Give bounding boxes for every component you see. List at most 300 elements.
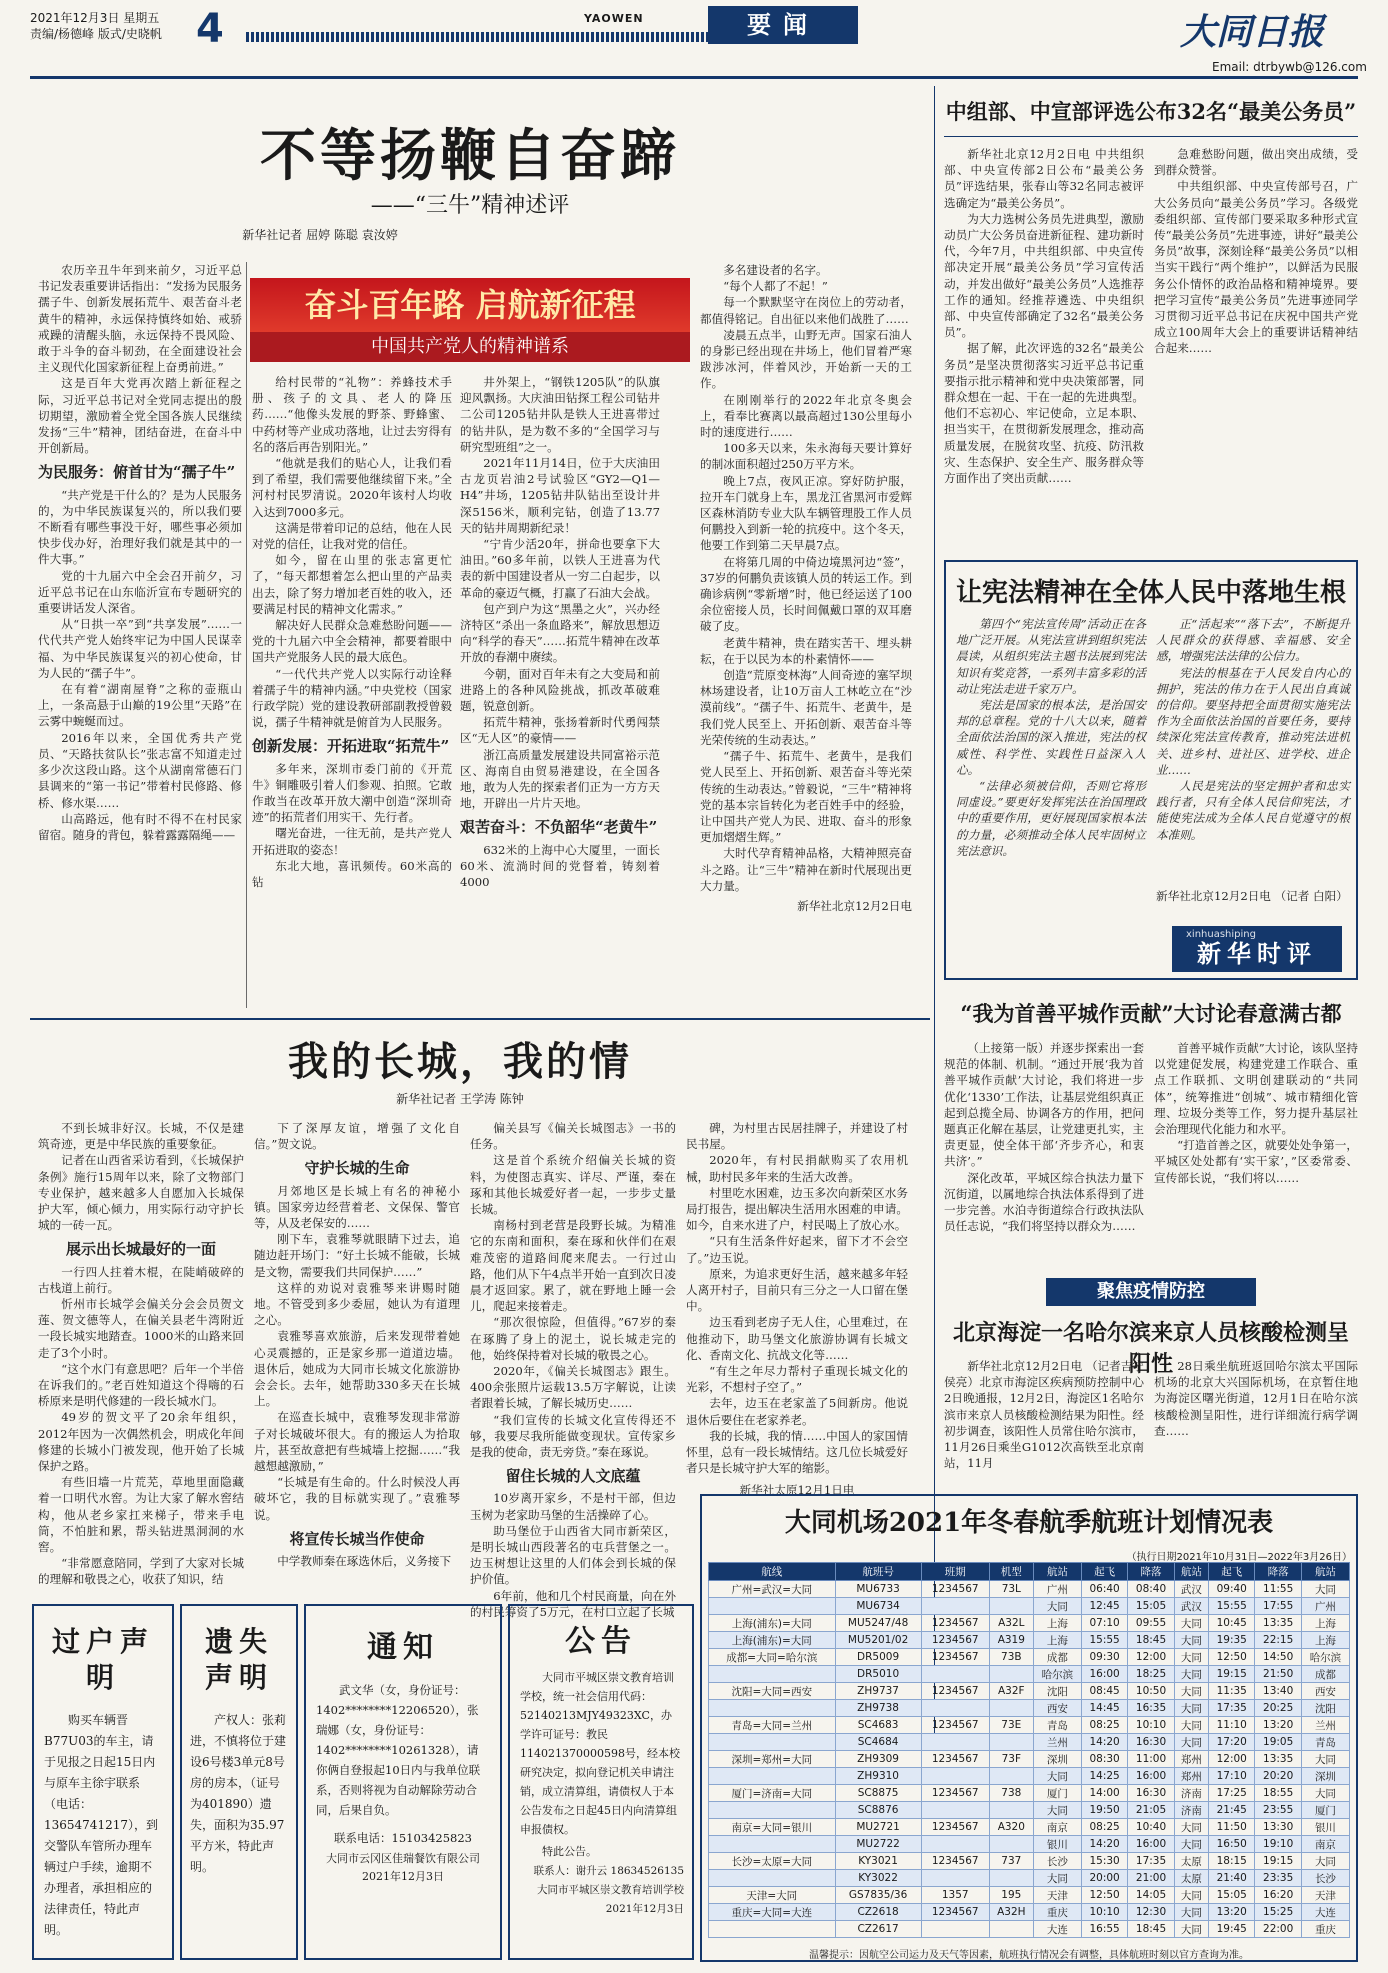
paragraph: 宪法是国家的根本法，是治国安邦的总章程。党的十八大以来，随着全面依法治国的深入推进，宪法的权威性、科学性、实践性日益深入人心。	[956, 698, 1146, 777]
table-cell: 15:30	[1081, 1853, 1127, 1870]
table-cell: 大同	[1174, 1615, 1208, 1632]
paragraph: 10岁离开家乡，不是村干部，但边玉树为老家助马堡的生活操碎了心。	[470, 1491, 676, 1522]
issue-date: 2021年12月3日 星期五	[30, 11, 160, 25]
paragraph: 村里吃水困难，边玉多次向新荣区水务局打报告，提出解决生活用水困难的申请。如今，自来水进了户，村民喝上了放心水。	[686, 1185, 908, 1233]
column-divider	[246, 262, 247, 1008]
paragraph: 在有着“湖南屋脊”之称的壶瓶山上，一条高悬于山巅的19公里“天路”在云雾中蜿蜒而过。	[38, 682, 242, 729]
paragraph: 如今，留在山里的张志富更忙了，“每天都想着怎么把山里的产品卖出去，除了努力增加老百姓的收入，还要满足村民的精神文化需求。”	[252, 553, 452, 616]
section-subhead: 守护长城的生命	[304, 1159, 410, 1178]
table-cell	[989, 1734, 1033, 1751]
flight-col-header: 起飞	[1081, 1563, 1127, 1581]
table-cell: 成都	[1301, 1666, 1349, 1683]
table-cell: 西安	[1301, 1683, 1349, 1700]
paragraph: （上接第一版）并逐步探索出一套规范的体制、机制。“通过开展‘我为首善平城作贡献’大讨论，我们将进一步优化‘1330’工作法，让基层党组织真正起到总揽全局、协调各方的作用，把问题真正化解在基层，让党建更扎实，主责更显，使全体干部‘齐步齐心，和衷共济’。”	[944, 1041, 1144, 1169]
notice-transfer	[32, 1604, 174, 1960]
table-cell: 大同	[1174, 1887, 1208, 1904]
table-cell: 长沙	[1301, 1870, 1349, 1887]
table-cell: 郑州	[1174, 1768, 1208, 1785]
notice-org: 大同市平城区崇文教育培训学校	[537, 1884, 684, 1896]
flight-period: （执行日期2021年10月31日—2022年3月26日）	[1126, 1552, 1352, 1563]
paragraph: 浙江高质量发展建设共同富裕示范区、海南自由贸易港建设，在全国各地，敢为人先的探索者们正为一方方天地，开辟出一片片天地。	[460, 747, 660, 811]
table-cell: 大同	[1174, 1734, 1208, 1751]
greatwall-col-1	[38, 1120, 244, 1590]
table-cell: 15:05	[1209, 1887, 1255, 1904]
paragraph: “我们宣传的长城文化宣传得还不够，我要尽我所能做变现状。宣传家乡是我的使命，责无旁贷。”秦在琢说。	[470, 1412, 676, 1460]
paragraph: 井外架上，“钢铁1205队”的队旗迎风飘扬。大庆油田钻探工程公司钻井二公司1205钻井队是铁人王进喜带过的钻井队，是为数不多的“全国学习与研究型班组”之一。	[460, 375, 660, 454]
table-row	[709, 1751, 1350, 1768]
paragraph: 碑，为村里古民居挂牌子，并建设了村民书屋。	[686, 1121, 908, 1152]
notice-org: 大同市云冈区佳瑞餐饮有限公司	[326, 1852, 480, 1865]
page-number: 4	[196, 6, 224, 52]
table-cell: MU5201/02	[835, 1632, 921, 1649]
paragraph: “每个人都了不起！”	[723, 279, 828, 294]
banner-title: 奋斗百年路 启航新征程	[250, 278, 690, 332]
paragraph: 下了深厚友谊，增强了文化自信。”贺文说。	[254, 1121, 460, 1152]
paragraph: 包产到户为这“黑墨之火”，兴办经济特区“杀出一条血路来”，解放思想迈向“科学的春天”……拓荒牛精神在改革开放的春潮中赓续。	[460, 601, 660, 665]
table-cell: 14:50	[1255, 1649, 1301, 1666]
table-cell: MU5247/48	[835, 1615, 921, 1632]
right-divider	[934, 86, 935, 1736]
table-cell: 1234567	[921, 1683, 989, 1700]
table-cell: 09:30	[1081, 1649, 1127, 1666]
table-cell: 武汉	[1174, 1581, 1208, 1598]
notice-contact: 联系电话：15103425823	[334, 1831, 472, 1845]
table-cell: 天津	[1033, 1887, 1081, 1904]
table-row	[709, 1598, 1350, 1615]
civil-servant-col-2	[1154, 146, 1358, 550]
table-cell: 10:40	[1128, 1819, 1174, 1836]
table-cell: 16:30	[1128, 1785, 1174, 1802]
table-cell: 1234567	[921, 1904, 989, 1921]
table-cell: 大同	[1174, 1632, 1208, 1649]
paragraph: 据了解，此次评选的32名“最美公务员”是坚决贯彻落实习近平总书记重要指示批示精神和党中央决策部署，同群众想在一起、干在一起的先进典型。他们不忘初心、牢记使命，立足本职、担当实干，在贯彻新发展理念，推动高质量发展，在脱贫攻坚、抗疫、防汛救灾、生态保护、安全生产、服务群众等方面作出了突出贡献……	[944, 341, 1144, 486]
notice-body: 大同市平城区崇文教育培训学校，统一社会信用代码：52140213MJY49323XC，办学许可证号：教民114021370000598号，经本校研究决定，拟向登记机关申请注销，成立清算组，请债权人于本公告发布之日起45日内向清算组申报债权。	[520, 1671, 680, 1836]
constitution-col-2	[1156, 616, 1350, 884]
table-cell: 南京	[1033, 1819, 1081, 1836]
constitution-dateline: 新华社北京12月2日电 （记者 白阳）	[1156, 889, 1348, 903]
table-cell: 737	[989, 1853, 1033, 1870]
table-row	[709, 1853, 1350, 1870]
table-cell: 13:30	[1255, 1819, 1301, 1836]
greatwall-byline: 新华社记者 王学涛 陈钟	[396, 1092, 524, 1106]
paragraph: “这个水门有意思吧？后年一个半倍在诉我们的。”老百姓知道这个得嗨的石桥原来是明代修建的一段长城水门。	[38, 1361, 244, 1409]
table-cell: 大连	[1301, 1904, 1349, 1921]
table-cell: 19:45	[1209, 1921, 1255, 1938]
table-cell: 太原	[1174, 1853, 1208, 1870]
notice-body: 武文华（女，身份证号：1402********12206520），张瑞娜（女，身份证号：1402********10261328），请你俩自登报起10日内与我单位联系，否则将视为自动解除劳动合同，后果自负。	[316, 1683, 481, 1817]
notice-lost	[180, 1604, 298, 1960]
paragraph: 首善平城作贡献”大讨论，该队坚持以党建促发展，构建党建工作联合、重点工作联抓、文明创建联动的“共同体”，统筹推进“创城”、城市精细化管理、垃圾分类等工作，努力提升基层社会治理现代化能力和水平。	[1154, 1041, 1358, 1137]
paragraph: 新华社北京12月2日电 （记者吉宁 侯亮）北京市海淀区疾病预防控制中心2日晚通报，12月2日，海淀区1名哈尔滨市来京人员核酸检测结果为阳性。经初步调查，该阳性人员常住哈尔滨市，11月26日乘坐G1012次高铁至北京南站，11月	[944, 1359, 1144, 1471]
table-cell: 21:05	[1128, 1802, 1174, 1819]
table-cell: 17:10	[1209, 1768, 1255, 1785]
paragraph: 正“活起来”“落下去”，不断提升人民群众的获得感、幸福感、安全感，增强宪法法律的公信力。	[1156, 617, 1350, 664]
contact-email: Email: dtrbywb@126.com	[1212, 60, 1367, 74]
table-row	[709, 1921, 1350, 1938]
table-row	[709, 1904, 1350, 1921]
table-cell: 大同	[1033, 1802, 1081, 1819]
table-cell: 深圳=郑州=大同	[709, 1751, 836, 1768]
greatwall-col-3	[470, 1120, 676, 1619]
table-cell: 73L	[989, 1581, 1033, 1598]
table-cell: 09:55	[1128, 1615, 1174, 1632]
paragraph: 有些旧墙一片荒芜，草地里面隐藏着一口明代水窖。为让大家了解水窖结构，他从老乡家扛来梯子，带来手电筒，不怕脏和累，帮头钻进黑洞洞的水窖。	[38, 1475, 244, 1555]
paragraph: 2020年，《偏关长城图志》跟生。400余张照片运载13.5万字解说，让读者跟着长城，了解长城历史……	[470, 1364, 676, 1411]
paragraph: “宁肯少活20年，拼命也要拿下大油田。”60多年前，以铁人王进喜为代表的新中国建设者从一穷二白起步，以革命的豪迈气概，打赢了石油大会战。	[460, 537, 660, 600]
table-cell: 1234567	[921, 1819, 989, 1836]
table-cell	[921, 1666, 989, 1683]
table-cell: 18:45	[1128, 1921, 1174, 1938]
dateline: 新华社北京12月2日电	[797, 898, 912, 913]
table-cell: 1234567	[921, 1581, 989, 1598]
paragraph: 这是百年大党再次踏上新征程之际，习近平总书记对全党同志提出的殷切期望，激励着全党全国各族人民继续发扬“三牛”精神，团结奋进，在奋斗中开创新局。	[38, 376, 242, 456]
notice-employment	[304, 1604, 502, 1960]
table-row	[709, 1717, 1350, 1734]
paragraph: 月郊地区是长城上有名的神秘小镇。国家旁边经营着老、文保保、警官等，从及老保安的……	[254, 1183, 460, 1231]
focus-label: 聚焦疫情防控	[1046, 1278, 1256, 1306]
table-cell: 大同	[1174, 1904, 1208, 1921]
table-cell: 青岛=大同=兰州	[709, 1717, 836, 1734]
table-cell: 12:50	[1209, 1649, 1255, 1666]
table-cell: 厦门=济南=大同	[709, 1785, 836, 1802]
table-cell: 17:55	[1255, 1598, 1301, 1615]
paragraph: 在巡查长城中，袁雅琴发现非常游子对长城破坏很大。有的搬运人为拾取片，甚至故意把有些城墙上挖掘……“我越想越激励，”	[254, 1410, 460, 1474]
table-cell	[709, 1836, 836, 1853]
table-cell: KY3022	[835, 1870, 921, 1887]
table-cell	[709, 1768, 836, 1785]
table-cell: 深圳	[1301, 1768, 1349, 1785]
paragraph: 632米的上海中心大厦里，一面长60米、流淌时间的党督着，铸刻着4000	[460, 842, 660, 890]
table-cell: ZH9737	[835, 1683, 921, 1700]
flight-col-header: 降落	[1255, 1563, 1301, 1581]
table-cell: 13:20	[1255, 1717, 1301, 1734]
table-cell: 22:00	[1255, 1921, 1301, 1938]
table-cell: 15:55	[1209, 1598, 1255, 1615]
commentary-label	[1172, 926, 1342, 972]
table-cell: 大同	[1174, 1921, 1208, 1938]
paragraph: 今朝，面对百年未有之大变局和前进路上的各种风险挑战，抓改革破难题，锐意创新。	[460, 666, 660, 714]
table-cell: 哈尔滨	[1033, 1666, 1081, 1683]
table-cell: 上海	[1301, 1615, 1349, 1632]
paragraph: 多年来，深圳市委门前的《开荒牛》铜雕吸引着人们参观、拍照。它敢作敢当在改革开放大潮中创造“深圳奇迹”的拓荒者们用实干、先行者。	[252, 761, 452, 825]
table-row	[709, 1683, 1350, 1700]
constitution-col-1	[956, 616, 1146, 972]
table-cell: 南京	[1301, 1836, 1349, 1853]
flight-title: 大同机场2021年冬春航季航班计划情况表	[784, 1508, 1274, 1538]
table-cell: 08:40	[1128, 1581, 1174, 1598]
table-cell: 13:35	[1255, 1751, 1301, 1768]
flight-col-header: 降落	[1128, 1563, 1174, 1581]
notice-title: 过户声明	[51, 1625, 154, 1694]
table-cell: 16:00	[1128, 1836, 1174, 1853]
paragraph: 我的长城，我的情……中国人的家国情怀里，总有一段长城情结。这几位长城爱好者只是长城守护大军的缩影。	[686, 1428, 908, 1476]
table-cell: 济南	[1174, 1802, 1208, 1819]
paragraph: “共产党是干什么的？是为人民服务的，为中华民族谋复兴的，所以我们要不断看有哪些事没干好，哪些事必须加快步伐办好，治理好我们就是其中的一件大事。”	[38, 487, 242, 567]
paragraph: 2020年，有村民捐献购买了农用机械，助村民多年来的生活大改善。	[686, 1153, 908, 1184]
table-cell: 16:00	[1128, 1768, 1174, 1785]
table-cell: 沈阳=大同=西安	[709, 1683, 836, 1700]
paragraph: 给村民带的“礼物”：养蜂技术手册、孩子的文具、老人的降压药……“他像头发展的野茶、野蜂蜜、中药材等产业成功落地，让过去穷得有名的落后再告别阳光。”	[252, 375, 452, 454]
paragraph: 新华社北京12月2日电 中共组织部、中央宣传部2日公布“最美公务员”评选结果，张春山等32名同志被评选确定为“最美公务员”。	[944, 147, 1144, 210]
table-cell: 14:05	[1128, 1887, 1174, 1904]
table-cell: 21:50	[1255, 1666, 1301, 1683]
table-cell: 22:15	[1255, 1632, 1301, 1649]
table-cell: DR5009	[835, 1649, 921, 1666]
paragraph: 凌晨五点半，山野无声。国家石油人的身影已经出现在井场上，他们冒着严寒跋涉冰河，伴着风沙，开始新一天的工作。	[700, 327, 912, 391]
paragraph: 中共组织部、中央宣传部号召，广大公务员向“最美公务员”学习。各级党委组织部、宣传部门要采取多种形式宣传“最美公务员”先进事迹，讲好“最美公务员”故事，深刻诠释“最美公务员”以相当实干践行“两个维护”，以鲜活为民服务公仆情怀的政治品格和精神境界。要把学习宣传“最美公务员”先进事迹同学习贯彻习近平总书记在庆祝中国共产党成立100周年大会上的重要讲话精神结合起来……	[1154, 179, 1358, 356]
table-cell: 16:00	[1081, 1666, 1127, 1683]
table-cell: 成都	[1033, 1649, 1081, 1666]
table-cell: 上海(浦东)=大同	[709, 1615, 836, 1632]
table-cell: 重庆=大同=大连	[709, 1904, 836, 1921]
table-cell: 73B	[989, 1649, 1033, 1666]
table-cell: MU2721	[835, 1819, 921, 1836]
banner-subtitle: 中国共产党人的精神谱系	[250, 332, 690, 362]
table-cell: ZH9738	[835, 1700, 921, 1717]
table-cell: 青岛	[1301, 1734, 1349, 1751]
table-cell	[989, 1921, 1033, 1938]
table-cell: 上海	[1033, 1615, 1081, 1632]
paragraph: 28日乘坐航班返回哈尔滨太平国际机场的北京大兴国际机场，在京暂住地为海淀区曙光街道，12月1日在哈尔滨核酸检测呈阳性，进行详细流行病学调查……	[1154, 1359, 1358, 1438]
table-row	[709, 1768, 1350, 1785]
table-cell: MU2722	[835, 1836, 921, 1853]
editors: 责编/杨德峰 版式/史晓帆	[30, 27, 162, 41]
table-cell: 10:45	[1209, 1615, 1255, 1632]
paragraph: 南杨村到老营是段野长城。为精准它的东南和面积，秦在琢和伙伴们在艰难茂密的道路间爬来爬去。一行过山路，他们从下午4点半开始一直到次日凌晨才返回家。累了，就在野地上睡一会儿，爬起来接着走。	[470, 1218, 676, 1314]
notice-announcement	[508, 1604, 694, 1960]
table-cell	[989, 1666, 1033, 1683]
paragraph: 东北大地，喜讯频传。60米高的钻	[252, 858, 452, 890]
table-cell	[989, 1768, 1033, 1785]
table-cell: 11:35	[1209, 1683, 1255, 1700]
flight-table	[708, 1562, 1350, 1938]
table-cell: 08:30	[1081, 1751, 1127, 1768]
paragraph: 助马堡位于山西省大同市新荣区，是明长城山西段著名的屯兵营堡之一。边玉树想让这里的人们体会到长城的保护价值。	[470, 1523, 676, 1587]
greatwall-headline: 我的长城，我的情	[288, 1038, 632, 1085]
paragraph: 忻州市长城学会偏关分会会员贺文莲、贺文德等人，在偏关县老牛湾附近一段长城实地踏查。1000米的山路来回走了3个小时。	[38, 1297, 244, 1360]
paragraph: “打造首善之区，就要处处争第一，平城区处处都有‘实干家’，”区委常委、宣传部长说，“我们将以……	[1154, 1138, 1358, 1185]
table-cell: 18:45	[1128, 1632, 1174, 1649]
paragraph: 在将第几周的中倚边境黑河边“签”，37岁的何鹏负责该镇人员的转运工作。到确诊病例“零新增”时，他已经运送了100余位密接人员，长时间佩戴口罩的双耳磨破了皮。	[700, 554, 912, 634]
table-cell: 西安	[1033, 1700, 1081, 1717]
table-cell: 1234567	[921, 1751, 989, 1768]
paragraph: “只有生活条件好起来，留下才不会空了。”边玉说。	[686, 1234, 908, 1265]
table-cell: 1234567	[921, 1785, 989, 1802]
table-cell: 1234567	[921, 1632, 989, 1649]
table-cell: 08:45	[1081, 1683, 1127, 1700]
paragraph: 在刚刚举行的2022年北京冬奥会上，看奉比赛离以最高超过130公里每小时的速度进行……	[700, 392, 912, 440]
paragraph: “非常愿意陪同，学到了大家对长城的理解和敬畏之心，收获了知识，结	[38, 1556, 244, 1587]
table-cell: 10:10	[1081, 1904, 1127, 1921]
table-cell: CZ2618	[835, 1904, 921, 1921]
header-rule	[30, 76, 1358, 79]
lead-headline: 不等扬鞭自奋蹄	[260, 123, 680, 189]
paragraph: “一代代共产党人以实际行动诠释着孺子牛的精神内涵。”中央党校（国家行政学院）党的建设教研部副教授曾毅说，孺子牛精神就是俯首为人民服务。	[252, 666, 452, 730]
notice-closing: 特此公告。	[542, 1845, 597, 1858]
table-cell: 14:00	[1081, 1785, 1127, 1802]
table-cell	[989, 1598, 1033, 1615]
paragraph: 人民是宪法的坚定拥护者和忠实践行者，只有全体人民信仰宪法，才能使宪法成为全体人民自觉遵守的根本准则。	[1156, 779, 1350, 842]
table-cell: 17:35	[1128, 1853, 1174, 1870]
table-row	[709, 1666, 1350, 1683]
paragraph: 不到长城非好汉。长城，不仅是建筑奇迹，更是中华民族的重要象征。	[38, 1121, 244, 1152]
table-cell: 大同	[1174, 1819, 1208, 1836]
flight-col-header: 航班号	[835, 1563, 921, 1581]
table-cell: 14:25	[1081, 1768, 1127, 1785]
table-cell: 08:25	[1081, 1717, 1127, 1734]
paragraph: 袁雅琴喜欢旅游，后来发现带着她心灵震撼的，正是家乡那一道道边墙。退休后，她成为大同市长城文化旅游协会会长。去年，她帮助330多天在长城上。	[254, 1329, 460, 1409]
paragraph: 解决好人民群众急难愁盼问题——党的十九届六中全会精神，都要着眼中国共产党服务人民的最大底色。	[252, 618, 452, 665]
lead-col-2	[252, 374, 452, 1008]
table-cell: KY3021	[835, 1853, 921, 1870]
paragraph: 记者在山西省采访看到，《长城保护条例》施行15周年以来，除了文物部门专业保护，越来越多人自愿加入长城保护大军，倾心倾力，用实际行动守护长城的一砖一瓦。	[38, 1153, 244, 1233]
table-row	[709, 1836, 1350, 1853]
paragraph: 多名建设者的名字。	[723, 263, 828, 277]
section-subhead: 创新发展：开拓进取“拓荒牛”	[252, 737, 450, 756]
table-cell: 广州	[1301, 1598, 1349, 1615]
table-cell: 12:00	[1128, 1649, 1174, 1666]
paragraph: 2016年以来，全国优秀共产党员、“天路扶贫队长”张志富不知道走过多少次这段山路。这个从湖南常德石门县调来的“第一书记”带着村民修路、修桥、修水渠……	[38, 730, 242, 810]
table-cell: 1234567	[921, 1853, 989, 1870]
table-cell	[709, 1666, 836, 1683]
table-cell: 17:20	[1209, 1734, 1255, 1751]
haidian-headline: 北京海淀一名哈尔滨来京人员核酸检测呈阳性	[952, 1320, 1349, 1377]
table-cell: 19:15	[1255, 1853, 1301, 1870]
table-cell: 太原	[1174, 1870, 1208, 1887]
table-cell: 厦门	[1033, 1785, 1081, 1802]
table-cell: 大同	[1174, 1683, 1208, 1700]
table-cell: 济南	[1174, 1785, 1208, 1802]
header-meta	[30, 10, 162, 42]
table-cell: A32H	[989, 1904, 1033, 1921]
table-cell: 16:20	[1255, 1887, 1301, 1904]
table-cell: 兰州	[1301, 1717, 1349, 1734]
table-cell: 10:10	[1128, 1717, 1174, 1734]
table-cell: 大同	[1301, 1751, 1349, 1768]
table-cell: 天津=大同	[709, 1887, 836, 1904]
table-cell: 大同	[1174, 1717, 1208, 1734]
table-cell: 21:45	[1209, 1802, 1255, 1819]
paragraph: 刚下车，袁雅琴就眼睛下过去，追随边赶开场门：“好土长城不能破，长城是文物，需要我们共同保护……”	[254, 1232, 460, 1279]
table-row	[709, 1887, 1350, 1904]
table-cell: 1234567	[921, 1649, 989, 1666]
table-cell: 23:55	[1255, 1802, 1301, 1819]
table-cell: SC4684	[835, 1734, 921, 1751]
table-cell: 12:45	[1081, 1598, 1127, 1615]
table-cell: 银川	[1033, 1836, 1081, 1853]
table-cell	[709, 1802, 836, 1819]
table-row	[709, 1734, 1350, 1751]
table-cell: 19:15	[1209, 1666, 1255, 1683]
table-cell: 10:50	[1128, 1683, 1174, 1700]
table-row	[709, 1700, 1350, 1717]
paragraph: 拓荒牛精神，张扬着新时代勇闯禁区“无人区”的豪情——	[460, 715, 660, 746]
paragraph: 曙光奋进，一往无前，是共产党人开拓进取的姿态！	[252, 826, 452, 857]
table-cell: 16:35	[1128, 1700, 1174, 1717]
table-cell: 195	[989, 1887, 1033, 1904]
table-cell: 广州=武汉=大同	[709, 1581, 836, 1598]
paragraph: 偏关县写《偏关长城图志》一书的任务。	[470, 1121, 676, 1152]
paragraph: “他就是我们的贴心人，让我们看到了希望，我们需要他继续留下来。”全河村村民罗清说。2020年该村人均收入达到7000多元。	[252, 456, 452, 519]
table-cell	[921, 1768, 989, 1785]
table-cell: 大同	[1033, 1768, 1081, 1785]
table-cell: 大同	[1301, 1581, 1349, 1598]
table-cell: 20:00	[1081, 1870, 1127, 1887]
lead-col-4	[700, 262, 912, 1008]
table-cell	[709, 1700, 836, 1717]
section-title: 要闻	[708, 6, 858, 44]
table-cell: 14:20	[1081, 1734, 1127, 1751]
notice-title: 公告	[565, 1624, 637, 1659]
table-cell: 23:35	[1255, 1870, 1301, 1887]
table-cell: 上海	[1301, 1632, 1349, 1649]
section-subhead: 留住长城的人文底蕴	[505, 1467, 641, 1486]
table-cell: 19:50	[1081, 1802, 1127, 1819]
table-cell: 08:25	[1081, 1819, 1127, 1836]
paragraph: 原来，为追求更好生活，越来越多年轻人离开村子，目前只有三分之一人口留在堡中。	[686, 1266, 908, 1314]
pingcheng-col-2	[1154, 1040, 1358, 1268]
rule	[944, 136, 1358, 137]
table-cell	[921, 1734, 989, 1751]
table-cell: 厦门	[1301, 1802, 1349, 1819]
notice-contact: 联系人：谢升云 18634526135	[533, 1865, 684, 1877]
table-cell: 大同	[1301, 1853, 1349, 1870]
paragraph: 这满是带着印记的总结，他在人民对党的信任，让我对党的信任。	[252, 520, 452, 552]
table-cell: 长沙	[1033, 1853, 1081, 1870]
table-cell: 13:40	[1255, 1683, 1301, 1700]
table-cell: 19:10	[1255, 1836, 1301, 1853]
civil-servant-col-1	[944, 146, 1144, 550]
table-cell: 09:40	[1209, 1581, 1255, 1598]
flight-footer: 温馨提示：因航空公司运力及天气等因素，航班执行情况会有调整，具体航班时刻以官方查询为准。	[809, 1950, 1249, 1961]
commentary-label-text: 新华时评	[1197, 939, 1317, 968]
table-cell: 重庆	[1033, 1904, 1081, 1921]
notice-body: 产权人：张莉进，不慎将位于建设6号楼3单元8号房的房本，（证号为401890）遗失，面积为35.97平方米，特此声明。	[190, 1713, 287, 1874]
table-cell	[921, 1700, 989, 1717]
table-cell: 武汉	[1174, 1598, 1208, 1615]
table-cell: SC4683	[835, 1717, 921, 1734]
pingcheng-col-1	[944, 1040, 1144, 1268]
table-cell: 青岛	[1033, 1717, 1081, 1734]
section-subhead: 将宣传长城当作使命	[289, 1529, 425, 1548]
haidian-col-1	[944, 1358, 1144, 1482]
paragraph: 49岁的贺文平了20余年组织，2012年因为一次偶然机会，明成化年间修建的长城小门被发现，他开始了长城保护之路。	[38, 1410, 244, 1474]
paragraph: 100多天以来，朱永海每天要计算好的制冰面积超过250万平方米。	[700, 441, 912, 472]
table-cell	[709, 1598, 836, 1615]
table-cell	[921, 1598, 989, 1615]
lead-byline: 新华社记者 屈婷 陈聪 袁汝婷	[242, 228, 398, 242]
table-cell: 17:35	[1209, 1700, 1255, 1717]
table-row	[709, 1615, 1350, 1632]
table-cell: 73E	[989, 1717, 1033, 1734]
flight-col-header: 机型	[989, 1563, 1033, 1581]
table-cell: 沈阳	[1301, 1700, 1349, 1717]
table-cell	[921, 1802, 989, 1819]
flight-col-header: 起飞	[1209, 1563, 1255, 1581]
paragraph: 边玉看到老房子无人住，心里难过，在他推动下，助马堡文化旅游协调有长城文化、香南文化、抗战文化等……	[686, 1315, 908, 1362]
table-row	[709, 1632, 1350, 1649]
table-cell: 14:20	[1081, 1836, 1127, 1853]
paragraph: 每一个默默坚守在岗位上的劳动者，都值得铭记。自出征以来他们战胜了……	[700, 295, 912, 326]
paragraph: 急难愁盼问题，做出突出成绩，受到群众赞誉。	[1154, 147, 1358, 178]
table-cell	[921, 1836, 989, 1853]
pingcheng-headline: “我为首善平城作贡献”大讨论春意满古都	[960, 1001, 1342, 1026]
table-cell: 18:55	[1255, 1785, 1301, 1802]
table-cell: 长沙=太原=大同	[709, 1853, 836, 1870]
table-cell: 07:10	[1081, 1615, 1127, 1632]
paragraph: 创造“荒原变林海”人间奇迹的塞罕坝林场建设者，让10万亩人工林屹立在“沙漠前线”。“孺子牛、拓荒牛、老黄牛，是我们党人民至上、开拓创新、艰苦奋斗等光荣传统的生动表达。”	[700, 668, 912, 747]
table-row	[709, 1785, 1350, 1802]
